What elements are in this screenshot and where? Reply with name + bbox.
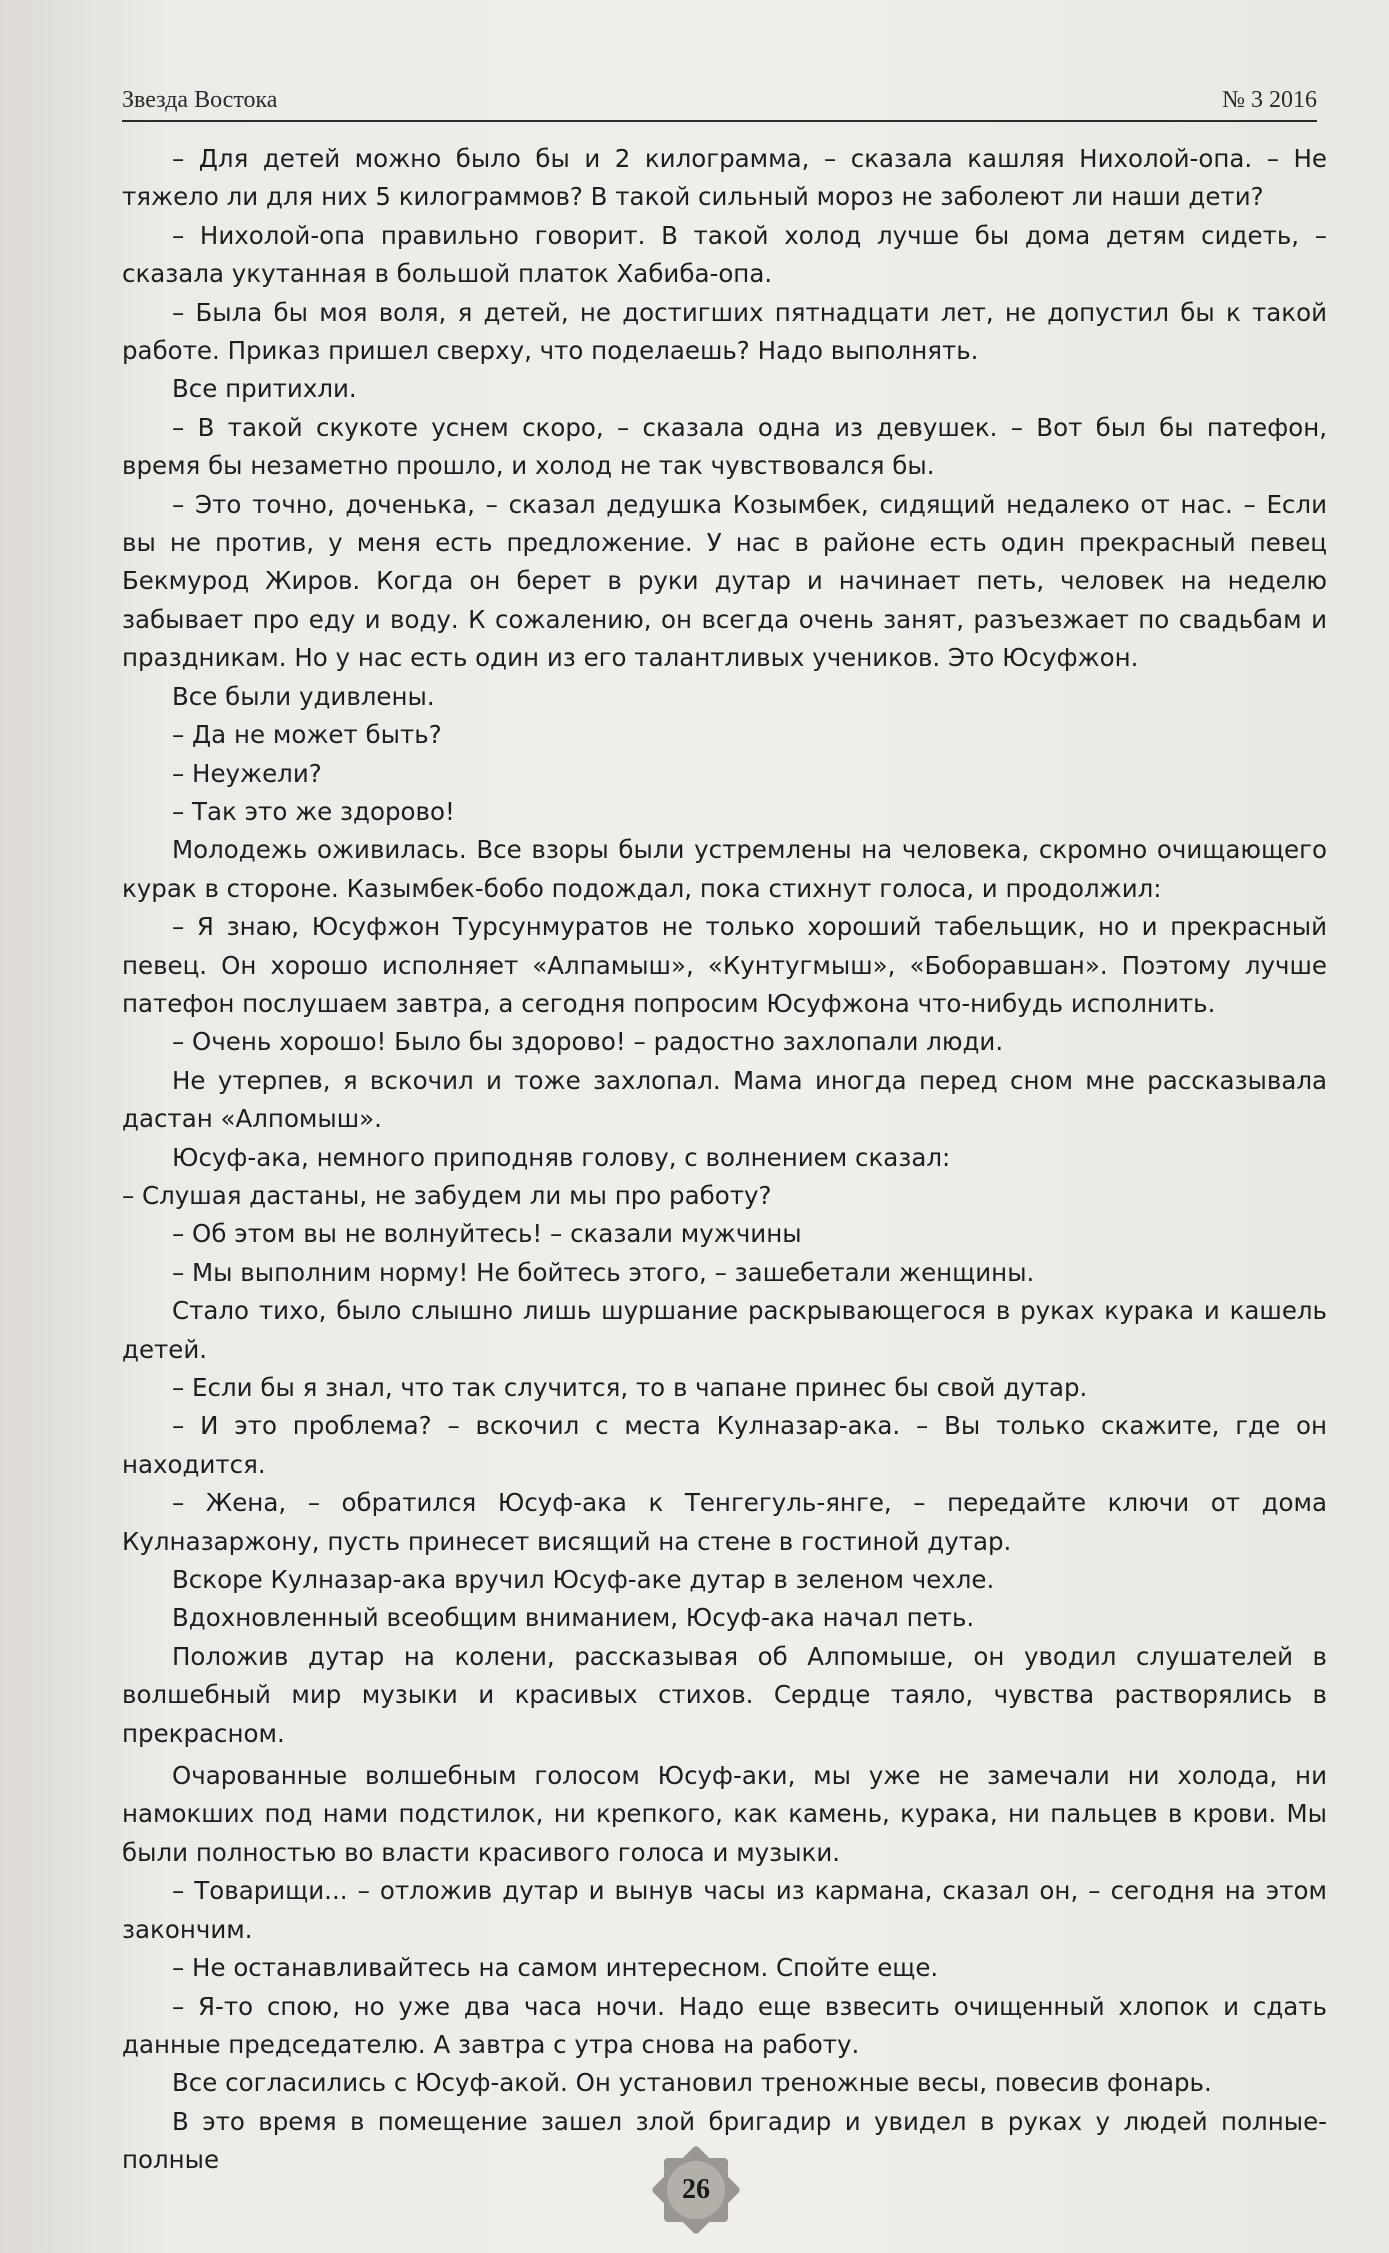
paragraph: Очарованные волшебным голосом Юсуф-аки, мы уже не замечали ни холода, ни намокших под нами подстилок, ни крепкого, как камень, курака, ни пальцев в крови. Мы были полностью во власти красивого голоса и музыки.	[122, 1761, 1327, 1867]
paragraph: Вдохновленный всеобщим вниманием, Юсуф-ака начал петь.	[172, 1603, 975, 1633]
paragraph: – Жена, – обратился Юсуф-ака к Тенгегуль-янге, – передайте ключи от дома Кулназаржону, пусть принесет висящий на стене в гостиной дутар.	[122, 1488, 1327, 1556]
paragraph: – И это проблема? – вскочил с места Кулназар-ака. – Вы только скажите, где он находится.	[122, 1411, 1327, 1479]
paragraph: – Если бы я знал, что так случится, то в чапане принес бы свой дутар.	[172, 1373, 1088, 1402]
issue-number: № 3 2016	[1222, 87, 1317, 113]
paragraph: – Об этом вы не волнуйтесь! – сказали мужчины	[172, 1219, 802, 1249]
paragraph: – Я знаю, Юсуфжон Турсунмуратов не только хороший табельщик, но и прекрасный певец. Он хорошо исполняет «Алпамыш», «Кунтугмыш», «Боборавшан». Поэтому лучше патефон послушаем завтра, а сегодня попросим Юсуфжона что-нибудь исполнить.	[122, 912, 1327, 1018]
paragraph: – Это точно, доченька, – сказал дедушка Козымбек, сидящий недалеко от нас. – Если вы не против, у меня есть предложение. У нас в районе есть один прекрасный певец Бекмурод Жиров. Когда он берет в руки дутар и начинает петь, человек на неделю забывает про еду и воду. К сожалению, он всегда очень занят, разъезжает по свадьбам и праздникам. Но у нас есть один из его талантливых учеников. Это Юсуфжон.	[122, 489, 1327, 673]
paragraph: – Очень хорошо! Было бы здорово! – радостно захлопали люди.	[172, 1027, 1004, 1057]
paragraph: Все согласились с Юсуф-акой. Он установил треножные весы, повесив фонарь.	[172, 2068, 1212, 2098]
page-number-badge	[648, 2142, 744, 2238]
paragraph: – Товарищи... – отложив дутар и вынув часы из кармана, сказал он, – сегодня на этом закончим.	[122, 1876, 1327, 1944]
paragraph: Вскоре Кулназар-ака вручил Юсуф-аке дутар в зеленом чехле.	[172, 1565, 995, 1595]
paragraph: – Для детей можно было бы и 2 килограмма, – сказала кашляя Нихолой-опа. – Не тяжело ли для них 5 килограммов? В такой сильный мороз не заболеют ли наши дети?	[122, 144, 1327, 212]
paragraph: – Неужели?	[172, 758, 322, 788]
paragraph: В это время в помещение зашел злой бригадир и увидел в руках у людей полные-полные	[122, 2106, 1327, 2175]
paragraph: Юсуф-ака, немного приподняв голову, с волнением сказал:	[172, 1142, 951, 1172]
paragraph: Молодежь оживилась. Все взоры были устремлены на человека, скромно очищающего курак в стороне. Казымбек-бобо подождал, пока стихнут голоса, и продолжил:	[122, 835, 1327, 903]
paragraph: Не утерпев, я вскочил и тоже захлопал. Мама иногда перед сном мне рассказывала дастан «Алпомыш».	[122, 1065, 1327, 1134]
paragraph: – Я-то спою, но уже два часа ночи. Надо еще взвесить очищенный хлопок и сдать данные председателю. А завтра с утра снова на работу.	[122, 1991, 1327, 2059]
paragraph: – Была бы моя воля, я детей, не достигших пятнадцати лет, не допустил бы к такой работе. Приказ пришел сверху, что поделаешь? Надо выполнять.	[122, 297, 1327, 366]
page-number: 26	[682, 2174, 710, 2205]
paragraph: – Не останавливайтесь на самом интересном. Спойте еще.	[172, 1953, 939, 1983]
paragraph: – Так это же здорово!	[172, 796, 455, 826]
paragraph: Все были удивлены.	[172, 681, 435, 711]
paragraph: – Слушая дастаны, не забудем ли мы про работу?	[122, 1180, 772, 1210]
paragraph: – В такой скукоте уснем скоро, – сказала одна из девушек. – Вот был бы патефон, время бы незаметно прошло, и холод не так чувствовался бы.	[122, 412, 1327, 481]
paragraph: Стало тихо, было слышно лишь шуршание раскрывающегося в руках курака и кашель детей.	[122, 1296, 1327, 1364]
paragraph: Все притихли.	[172, 374, 357, 404]
paragraph: – Нихолой-опа правильно говорит. В такой холод лучше бы дома детям сидеть, – сказала укутанная в большой платок Хабиба-опа.	[122, 220, 1327, 289]
journal-title: Звезда Востока	[122, 87, 278, 113]
body-text	[122, 140, 1327, 2180]
running-head	[122, 72, 1317, 122]
paragraph: – Да не может быть?	[172, 720, 442, 750]
paragraph: – Мы выполним норму! Не бойтесь этого, – зашебетали женщины.	[172, 1257, 1035, 1287]
paragraph: Положив дутар на колени, рассказывая об Алпомыше, он уводил слушателей в волшебный мир музыки и красивых стихов. Сердце таяло, чувства растворялись в прекрасном.	[122, 1641, 1327, 1748]
